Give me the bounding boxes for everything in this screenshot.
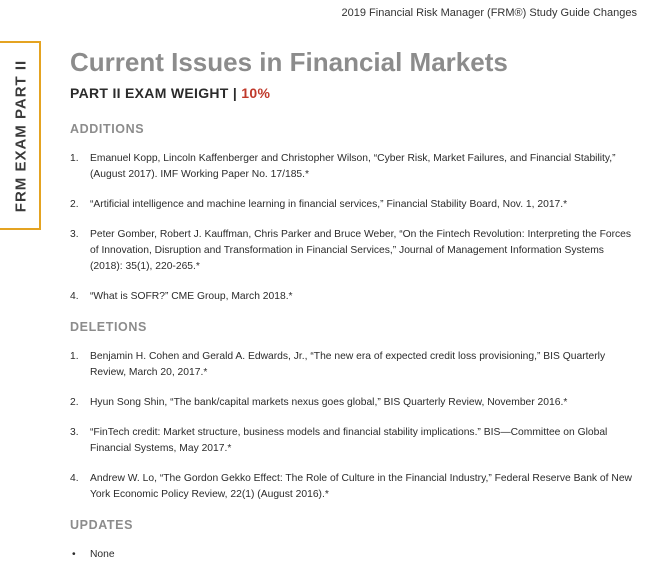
item-text: Benjamin H. Cohen and Gerald A. Edwards, Jr., “The new era of expected credit loss provisioning,” BIS Quarterly Review, March 20, 2017.*	[90, 351, 606, 378]
exam-weight	[70, 84, 636, 102]
item-text: “FinTech credit: Market structure, business models and financial stability implications.” BIS—Committee on Global Financial Systems, May 2017.*	[90, 427, 608, 454]
page-title: Current Issues in Financial Markets	[70, 47, 508, 77]
bullet-icon: •	[72, 549, 76, 560]
item-number: 1.	[70, 351, 79, 362]
header-note: 2019 Financial Risk Manager (FRM®) Study Guide Changes	[341, 7, 637, 19]
item-number: 2.	[70, 397, 79, 408]
side-tab	[0, 41, 41, 230]
list-item	[70, 197, 636, 213]
list-item	[70, 425, 636, 457]
exam-weight-label: PART II EXAM WEIGHT	[70, 85, 229, 101]
exam-weight-separator: |	[232, 85, 238, 101]
list-item	[70, 349, 636, 381]
side-tab-label: FRM EXAM PART II	[12, 59, 30, 213]
list-item	[70, 547, 636, 563]
list-item	[70, 227, 636, 275]
exam-weight-value: 10%	[241, 85, 271, 101]
item-text: “Artificial intelligence and machine learning in financial services,” Financial Stability Board, Nov. 1, 2017.*	[90, 199, 568, 210]
deletions-heading: DELETIONS	[70, 320, 147, 334]
list-item	[70, 471, 636, 503]
updates-list	[70, 547, 636, 563]
item-number: 3.	[70, 427, 79, 438]
item-text: Hyun Song Shin, “The bank/capital markets nexus goes global,” BIS Quarterly Review, November 2016.*	[90, 397, 568, 408]
updates-heading: UPDATES	[70, 518, 134, 532]
main-content	[70, 46, 636, 563]
list-item	[70, 151, 636, 183]
item-number: 4.	[70, 473, 79, 484]
item-text: Andrew W. Lo, “The Gordon Gekko Effect: The Role of Culture in the Financial Industry,” Federal Reserve Bank of New York Economic Policy Review, 22(1) (August 2016).*	[90, 473, 632, 500]
additions-list	[70, 151, 636, 305]
item-text: Emanuel Kopp, Lincoln Kaffenberger and Christopher Wilson, “Cyber Risk, Market Failures, and Financial Stability,” (August 2017). IMF Working Paper No. 17/185.*	[90, 153, 616, 180]
item-text: “What is SOFR?” CME Group, March 2018.*	[90, 291, 293, 302]
list-item	[70, 395, 636, 411]
item-text: Peter Gomber, Robert J. Kauffman, Chris Parker and Bruce Weber, “On the Fintech Revolution: Interpreting the Forces of Innovation, Disruption and Transformation in Financial Services,” Journal of Management Information Systems (2018): 35(1), 220-265.*	[90, 229, 632, 272]
list-item	[70, 289, 636, 305]
item-number: 1.	[70, 153, 79, 164]
item-number: 4.	[70, 291, 79, 302]
item-number: 2.	[70, 199, 79, 210]
item-text: None	[90, 549, 115, 560]
additions-heading: ADDITIONS	[70, 122, 145, 136]
item-number: 3.	[70, 229, 79, 240]
deletions-list	[70, 349, 636, 503]
